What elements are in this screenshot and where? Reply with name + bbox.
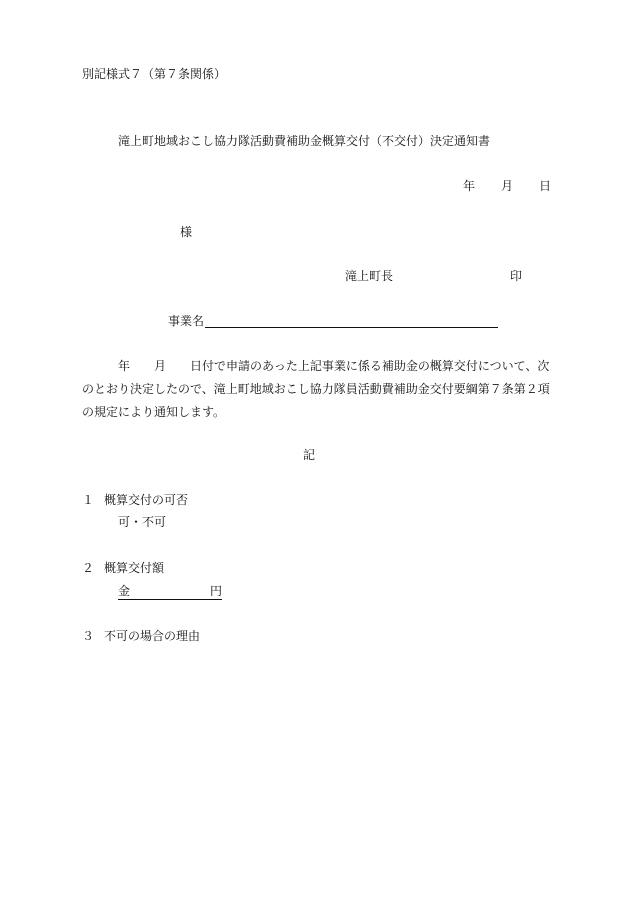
item-1-heading: 概算交付の可否 bbox=[104, 493, 189, 507]
document-title: 滝上町地域おこし協力隊活動費補助金概算交付（不交付）決定通知書 bbox=[118, 134, 491, 148]
item-1-number: １ bbox=[82, 493, 95, 507]
addressee-suffix: 様 bbox=[180, 225, 193, 239]
date-line bbox=[463, 178, 551, 194]
item-2-heading: 概算交付額 bbox=[104, 561, 165, 575]
date-day: 日 bbox=[539, 179, 552, 193]
ki-heading: 記 bbox=[303, 448, 316, 462]
body-text: 日付で申請のあった上記事業に係る補助金の概算交付について、次のとおり決定したので、滝上町地域おこし協力隊員活動費補助金交付要綱第７条第２項の規定により通知します。 bbox=[82, 359, 550, 419]
issuer: 滝上町長 bbox=[345, 269, 394, 283]
item-1-content: 可・不可 bbox=[118, 515, 167, 529]
date-month: 月 bbox=[501, 179, 514, 193]
amount-prefix: 金 bbox=[118, 584, 131, 598]
item-3-heading: 不可の場合の理由 bbox=[104, 629, 201, 643]
seal-mark: 印 bbox=[510, 269, 523, 283]
item-3-number: ３ bbox=[82, 629, 95, 643]
date-year: 年 bbox=[463, 179, 476, 193]
project-name-label: 事業名 bbox=[168, 314, 205, 328]
body-month: 月 bbox=[154, 359, 167, 373]
amount-field bbox=[118, 583, 222, 600]
item-2-number: ２ bbox=[82, 561, 95, 575]
project-name-line bbox=[205, 327, 498, 328]
amount-suffix: 円 bbox=[210, 584, 223, 598]
body-paragraph bbox=[82, 355, 552, 424]
form-id: 別記様式７（第７条関係） bbox=[82, 67, 227, 81]
body-year: 年 bbox=[118, 359, 131, 373]
